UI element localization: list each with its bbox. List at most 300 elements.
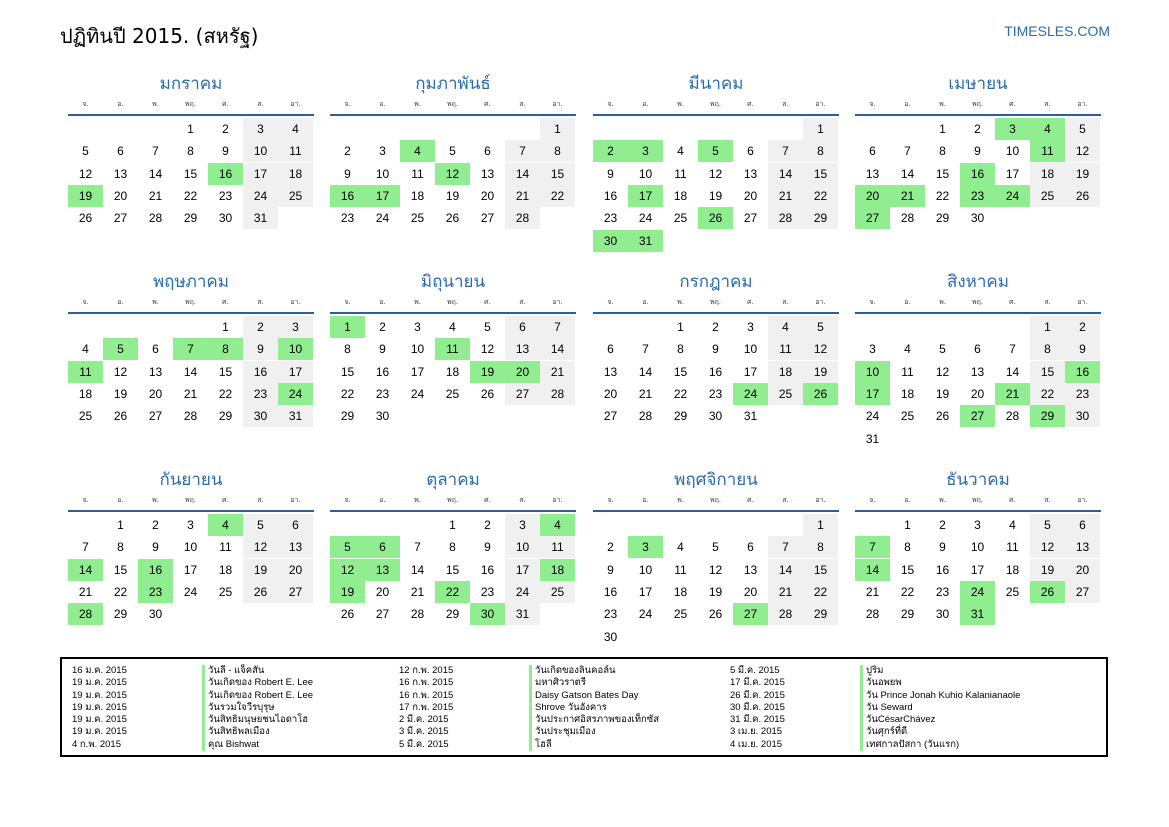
day-cell: 18 (1005, 562, 1020, 577)
weekday-label: พฤ. (446, 495, 459, 504)
holiday-name: ปูริม (860, 665, 883, 677)
weekday-label: ส. (782, 99, 789, 108)
day-cell: 15 (218, 364, 233, 379)
day-cell: 6 (974, 342, 981, 357)
weekday-label: จ. (869, 99, 876, 108)
month-block (855, 270, 1101, 446)
month-name: กุมภาพันธ์ (415, 74, 491, 94)
day-cell: 7 (768, 536, 803, 558)
weekday-label: พ. (677, 99, 684, 108)
month-block (330, 72, 576, 226)
day-cell: 2 (379, 320, 386, 334)
day-cell: 21 (540, 361, 575, 383)
day-cell: 27 (148, 409, 163, 424)
day-cell: 22 (803, 185, 838, 207)
brand-link[interactable]: TIMESLES.COM (1004, 23, 1110, 39)
month-block (68, 468, 314, 622)
day-cell: 17 (410, 364, 425, 379)
day-cell: 8 (803, 140, 838, 162)
holiday-day-cell: 5 (103, 338, 138, 360)
holiday-name: วันCésarChávez (860, 714, 935, 726)
holiday-day-cell: 6 (365, 536, 400, 558)
day-cell: 20 (970, 386, 985, 401)
holiday-day-cell: 4 (1030, 118, 1065, 140)
day-cell: 20 (375, 584, 390, 599)
holiday-day-cell: 3 (995, 118, 1030, 140)
day-cell: 25 (900, 409, 915, 424)
day-cell: 19 (935, 386, 950, 401)
day-cell: 24 (375, 211, 390, 226)
holiday-day-cell: 27 (855, 207, 890, 229)
day-cell: 1 (803, 514, 838, 536)
day-cell: 6 (869, 144, 876, 159)
day-cell: 6 (117, 144, 124, 159)
month-block (330, 468, 576, 622)
day-cell: 9 (484, 540, 491, 555)
day-cell: 12 (113, 364, 128, 379)
day-cell: 4 (768, 316, 803, 338)
weekday-header (330, 492, 576, 508)
holiday-row (730, 714, 1050, 726)
day-cell: 5 (939, 342, 946, 357)
weekday-label: อ. (904, 495, 911, 504)
day-cell: 24 (410, 386, 425, 401)
day-cell: 25 (445, 386, 460, 401)
weekday-label: อ. (642, 495, 649, 504)
day-cell: 23 (603, 211, 618, 226)
day-cell: 1 (904, 518, 911, 532)
holiday-day-cell: 26 (1030, 581, 1065, 603)
month-block (593, 72, 839, 248)
holiday-day-cell: 7 (855, 536, 890, 558)
holiday-column-3 (730, 665, 1050, 751)
weekday-label: ศ. (1009, 99, 1016, 108)
holiday-day-cell: 16 (960, 163, 995, 185)
holiday-day-cell: 27 (733, 603, 768, 625)
holiday-day-cell: 1 (330, 316, 365, 338)
day-cell: 20 (278, 559, 313, 581)
day-cell: 3 (187, 518, 194, 532)
day-cell: 11 (901, 364, 914, 379)
day-cell: 7 (505, 140, 540, 162)
day-cell: 30 (148, 607, 163, 622)
weekday-label: พ. (152, 297, 159, 306)
day-cell: 12 (480, 342, 495, 357)
month-block (855, 468, 1101, 622)
holiday-day-cell: 30 (593, 230, 628, 252)
day-cell: 25 (218, 584, 233, 599)
day-cell: 4 (677, 540, 684, 555)
holiday-day-cell: 20 (855, 185, 890, 207)
day-cell: 19 (445, 188, 460, 203)
weekday-label: จ. (344, 99, 351, 108)
day-cell: 9 (974, 144, 981, 159)
weekday-label: จ. (869, 495, 876, 504)
weekday-label: ศ. (747, 99, 754, 108)
day-cell: 1 (677, 320, 684, 334)
day-cell: 29 (673, 409, 688, 424)
day-cell: 9 (222, 144, 229, 159)
day-cell: 11 (1006, 540, 1019, 555)
weekday-label: พ. (939, 99, 946, 108)
holiday-date: 5 มี.ค. 2015 (399, 738, 449, 750)
day-cell: 5 (803, 316, 838, 338)
day-cell: 27 (278, 581, 313, 603)
holiday-day-cell: 24 (960, 581, 995, 603)
holiday-day-cell: 12 (330, 559, 365, 581)
weekday-label: พ. (152, 99, 159, 108)
weekday-label: ส. (257, 99, 264, 108)
day-cell: 30 (218, 211, 233, 226)
day-cell: 8 (677, 342, 684, 357)
day-cell: 5 (1065, 118, 1100, 140)
holiday-name: วันสิทธิมนุษยชนไอดาโฮ (202, 714, 308, 726)
weekday-label: จ. (607, 297, 614, 306)
day-cell: 14 (768, 559, 803, 581)
day-cell: 2 (939, 518, 946, 532)
day-cell: 26 (480, 386, 495, 401)
day-cell: 20 (113, 188, 128, 203)
weekday-label: อา. (815, 495, 826, 504)
day-cell: 29 (900, 607, 915, 622)
holiday-day-cell: 31 (628, 230, 663, 252)
day-cell: 28 (505, 207, 540, 229)
day-cell: 30 (935, 607, 950, 622)
weekday-label: ส. (257, 297, 264, 306)
day-cell: 11 (674, 166, 687, 181)
day-cell: 8 (540, 140, 575, 162)
holiday-day-cell: 30 (470, 603, 505, 625)
day-cell: 9 (607, 166, 614, 181)
day-cell: 22 (540, 185, 575, 207)
holiday-day-cell: 14 (855, 559, 890, 581)
day-cell: 7 (642, 342, 649, 357)
holiday-day-cell: 4 (400, 140, 435, 162)
month-name: สิงหาคม (946, 272, 1009, 292)
day-cell: 6 (484, 144, 491, 159)
weekday-label: พฤ. (971, 495, 984, 504)
day-cell: 12 (1065, 140, 1100, 162)
weekday-header (68, 492, 314, 508)
holiday-name: วัน Prince Jonah Kuhio Kalanianaole (860, 690, 1020, 702)
day-cell: 18 (278, 163, 313, 185)
day-cell: 14 (900, 166, 915, 181)
weekday-header (593, 96, 839, 112)
weekday-label: ศ. (747, 297, 754, 306)
day-cell: 11 (219, 540, 232, 555)
day-cell: 12 (935, 364, 950, 379)
day-cell: 1 (803, 118, 838, 140)
day-cell: 2 (222, 122, 229, 136)
day-cell: 24 (638, 607, 653, 622)
holiday-row (399, 665, 719, 677)
day-cell: 18 (78, 386, 93, 401)
day-cell: 15 (445, 562, 460, 577)
weekday-label: พฤ. (184, 495, 197, 504)
day-cell: 28 (768, 207, 803, 229)
day-cell: 26 (113, 409, 128, 424)
weekday-label: อา. (552, 495, 563, 504)
weekday-label: ส. (519, 297, 526, 306)
holiday-day-cell: 16 (138, 559, 173, 581)
day-cell: 22 (340, 386, 355, 401)
month-name: เมษายน (948, 74, 1008, 94)
day-cell: 30 (243, 405, 278, 427)
holiday-day-cell: 10 (855, 361, 890, 383)
day-cell: 17 (278, 361, 313, 383)
day-cell: 1 (939, 122, 946, 136)
day-cell: 13 (148, 364, 163, 379)
day-cell: 17 (743, 364, 758, 379)
holiday-date: 16 ก.พ. 2015 (399, 677, 454, 689)
holiday-day-cell: 24 (733, 383, 768, 405)
holiday-name: วันเกิดของ Robert E. Lee (202, 690, 313, 702)
holiday-column-1 (72, 665, 392, 751)
day-cell: 17 (183, 562, 198, 577)
day-cell: 7 (152, 144, 159, 159)
holiday-name: วันศุกร์ที่ดี (860, 726, 907, 738)
day-cell: 23 (708, 386, 723, 401)
day-cell: 23 (218, 188, 233, 203)
day-cell: 15 (113, 562, 128, 577)
day-cell: 12 (78, 166, 93, 181)
holiday-day-cell: 31 (960, 603, 995, 625)
day-cell: 15 (340, 364, 355, 379)
day-cell: 30 (708, 409, 723, 424)
day-cell: 20 (480, 188, 495, 203)
day-cell: 27 (743, 211, 758, 226)
holiday-date: 17 มี.ค. 2015 (730, 677, 785, 689)
day-cell: 11 (278, 140, 313, 162)
day-cell: 28 (768, 603, 803, 625)
day-cell: 12 (1030, 536, 1065, 558)
month-name: มีนาคม (688, 74, 744, 94)
day-cell: 7 (904, 144, 911, 159)
day-cell: 14 (148, 166, 163, 181)
day-cell: 21 (768, 185, 803, 207)
holiday-date: 2 มี.ค. 2015 (399, 714, 449, 726)
day-cell: 5 (449, 144, 456, 159)
day-cell: 21 (865, 584, 880, 599)
day-cell: 21 (148, 188, 163, 203)
day-cell: 13 (113, 166, 128, 181)
day-cell: 30 (375, 409, 390, 424)
day-cell: 23 (375, 386, 390, 401)
holiday-day-cell: 12 (435, 163, 470, 185)
holiday-row (72, 739, 392, 751)
weekday-label: ศ. (484, 495, 491, 504)
day-cell: 22 (673, 386, 688, 401)
weekday-header (593, 294, 839, 310)
day-cell: 7 (540, 316, 575, 338)
holiday-date: 26 มี.ค. 2015 (730, 689, 785, 701)
month-divider (593, 114, 839, 116)
weekday-label: ส. (782, 297, 789, 306)
day-cell: 19 (803, 361, 838, 383)
weekday-label: ศ. (747, 495, 754, 504)
month-divider (593, 510, 839, 512)
day-cell: 31 (243, 207, 278, 229)
holiday-name: วันประชุมเมือง (529, 726, 596, 738)
month-block (330, 270, 576, 424)
holiday-day-cell: 23 (960, 185, 995, 207)
weekday-header (855, 294, 1101, 310)
day-cell: 17 (505, 559, 540, 581)
holiday-row (72, 690, 392, 702)
weekday-label: พ. (152, 495, 159, 504)
day-cell: 22 (113, 584, 128, 599)
day-cell: 7 (1009, 342, 1016, 357)
holiday-day-cell: 11 (1030, 140, 1065, 162)
day-cell: 2 (712, 320, 719, 334)
day-cell: 28 (148, 211, 163, 226)
holiday-row (72, 714, 392, 726)
weekday-label: พฤ. (971, 99, 984, 108)
holiday-day-cell: 22 (435, 581, 470, 603)
day-cell: 3 (278, 316, 313, 338)
holiday-name: วัน Seward (860, 702, 913, 714)
holiday-date: 17 ก.พ. 2015 (399, 701, 454, 713)
day-cell: 13 (1065, 536, 1100, 558)
weekday-header (68, 96, 314, 112)
holiday-name: Shrove วันอังคาร (529, 702, 607, 714)
day-cell: 26 (340, 607, 355, 622)
month-name: พฤษภาคม (152, 272, 230, 292)
holiday-day-cell: 10 (278, 338, 313, 360)
day-cell: 15 (803, 163, 838, 185)
holiday-name: คุณ Bishwat (202, 739, 259, 751)
day-cell: 27 (505, 383, 540, 405)
weekday-label: ศ. (222, 99, 229, 108)
day-cell: 7 (768, 140, 803, 162)
month-block (68, 72, 314, 226)
day-cell: 16 (935, 562, 950, 577)
holiday-name: วันประกาศอิสรภาพของเท็กซัส (529, 714, 659, 726)
day-cell: 18 (673, 188, 688, 203)
holiday-date: 16 ม.ค. 2015 (72, 665, 127, 676)
day-cell: 15 (1030, 361, 1065, 383)
day-cell: 18 (218, 562, 233, 577)
holiday-day-cell: 11 (68, 361, 103, 383)
day-cell: 17 (1005, 166, 1020, 181)
weekday-label: อ. (117, 99, 124, 108)
weekday-label: อา. (290, 495, 301, 504)
day-cell: 20 (743, 188, 758, 203)
day-cell: 15 (673, 364, 688, 379)
day-cell: 8 (344, 342, 351, 357)
holiday-day-cell: 24 (278, 383, 313, 405)
month-name: กรกฎาคม (679, 272, 753, 292)
month-block (593, 468, 839, 644)
day-cell: 23 (935, 584, 950, 599)
weekday-label: อา. (552, 297, 563, 306)
holiday-day-cell: 5 (330, 536, 365, 558)
weekday-label: อ. (117, 495, 124, 504)
day-cell: 11 (411, 166, 424, 181)
holiday-day-cell: 18 (540, 559, 575, 581)
holiday-name: วันเกิดของลินคอล์น (529, 665, 616, 677)
day-cell: 25 (1005, 584, 1020, 599)
holiday-name: มหาศิวราตรี (529, 677, 586, 689)
holiday-row (730, 739, 1050, 751)
day-cell: 10 (1005, 144, 1020, 159)
weekday-label: จ. (82, 99, 89, 108)
weekday-label: จ. (344, 297, 351, 306)
day-cell: 3 (747, 320, 754, 334)
day-cell: 29 (445, 607, 460, 622)
day-cell: 28 (865, 607, 880, 622)
day-cell: 27 (375, 607, 390, 622)
day-cell: 15 (900, 562, 915, 577)
holiday-name: วันลี - แจ็คสัน (202, 665, 264, 677)
holiday-day-cell: 8 (208, 338, 243, 360)
day-cell: 6 (278, 514, 313, 536)
weekday-label: อา. (1077, 495, 1088, 504)
day-cell: 11 (674, 562, 687, 577)
month-divider (855, 312, 1101, 314)
day-cell: 7 (82, 540, 89, 555)
day-cell: 27 (480, 211, 495, 226)
holiday-day-cell: 24 (995, 185, 1030, 207)
day-cell: 10 (505, 536, 540, 558)
day-cell: 5 (1030, 514, 1065, 536)
month-block (855, 72, 1101, 226)
holiday-name: วันรวมใจวีรบุรุษ (202, 702, 275, 714)
day-cell: 10 (375, 166, 390, 181)
holiday-day-cell: 7 (173, 338, 208, 360)
day-cell: 13 (743, 562, 758, 577)
month-divider (330, 114, 576, 116)
day-cell: 26 (243, 581, 278, 603)
weekday-label: อา. (290, 99, 301, 108)
day-cell: 18 (900, 386, 915, 401)
day-cell: 25 (673, 211, 688, 226)
day-cell: 28 (183, 409, 198, 424)
day-cell: 21 (410, 584, 425, 599)
month-block (68, 270, 314, 424)
day-cell: 10 (638, 166, 653, 181)
day-cell: 30 (1065, 405, 1100, 427)
holiday-day-cell: 11 (435, 338, 470, 360)
day-cell: 21 (638, 386, 653, 401)
day-cell: 28 (410, 607, 425, 622)
day-cell: 4 (677, 144, 684, 159)
day-cell: 5 (82, 144, 89, 159)
day-cell: 19 (708, 584, 723, 599)
day-cell: 19 (1065, 163, 1100, 185)
day-cell: 3 (869, 342, 876, 357)
holiday-date: 4 ก.พ. 2015 (72, 738, 121, 750)
day-cell: 2 (243, 316, 278, 338)
holiday-day-cell: 4 (208, 514, 243, 536)
holiday-date: 19 ม.ค. 2015 (72, 714, 127, 726)
holiday-date: 12 ก.พ. 2015 (399, 665, 454, 676)
day-cell: 21 (505, 185, 540, 207)
weekday-label: ศ. (484, 297, 491, 306)
holiday-row (72, 665, 392, 677)
weekday-label: ส. (519, 99, 526, 108)
weekday-label: พฤ. (709, 99, 722, 108)
weekday-label: พ. (414, 297, 421, 306)
day-cell: 24 (638, 211, 653, 226)
day-cell: 8 (1030, 338, 1065, 360)
day-cell: 31 (743, 409, 758, 424)
holiday-date: 19 ม.ค. 2015 (72, 689, 127, 701)
weekday-header (855, 492, 1101, 508)
weekday-label: พ. (414, 495, 421, 504)
day-cell: 14 (638, 364, 653, 379)
holiday-row (730, 726, 1050, 738)
